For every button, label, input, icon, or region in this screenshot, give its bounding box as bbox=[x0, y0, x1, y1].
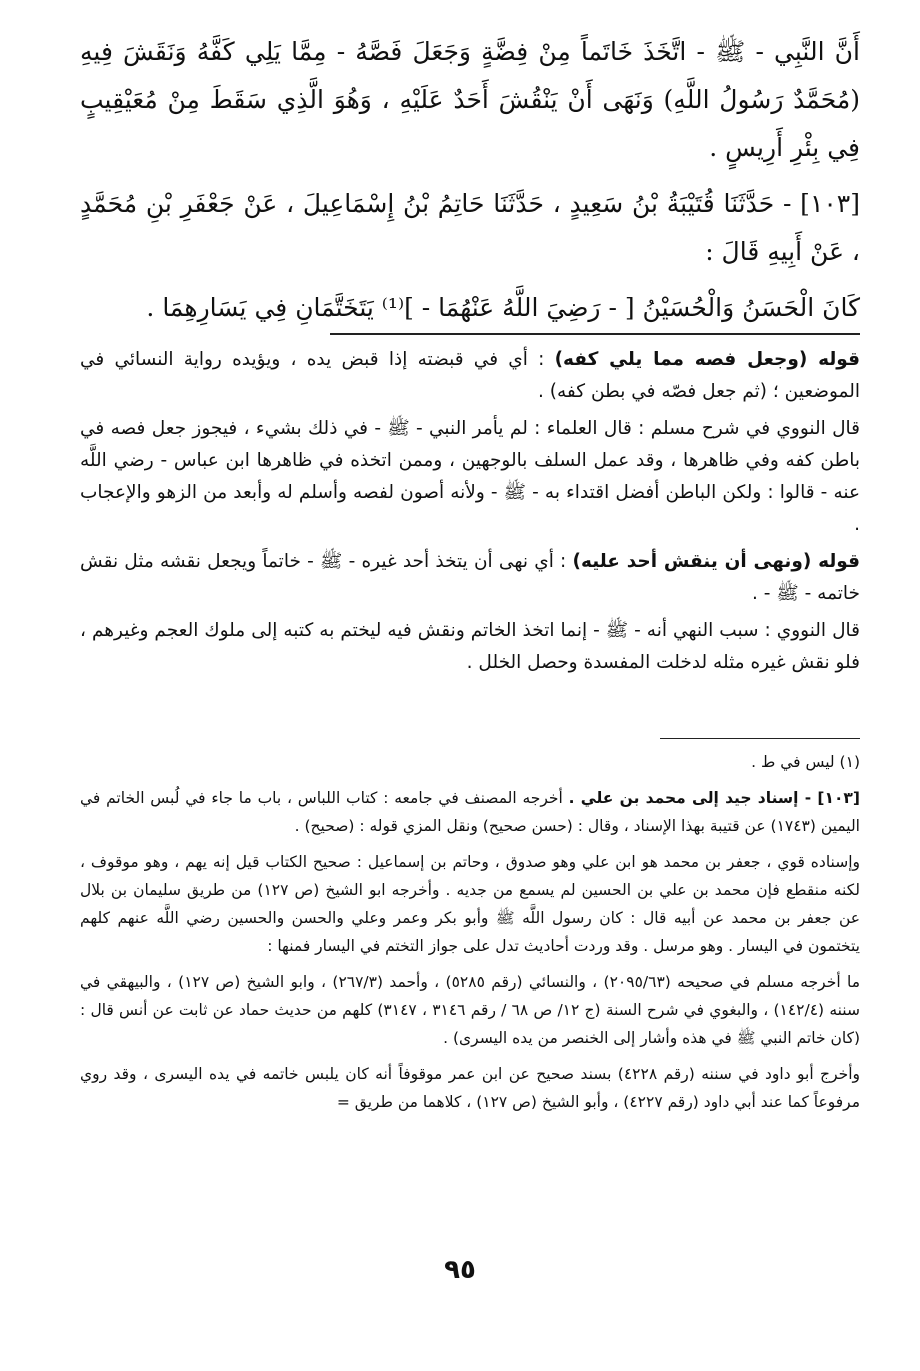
commentary-quote: قوله (وجعل فصه مما يلي كفه) bbox=[554, 349, 860, 370]
page-number: ٩٥ bbox=[444, 1255, 476, 1285]
footnote-divider bbox=[660, 738, 860, 739]
commentary-divider bbox=[330, 333, 860, 335]
hadith-paragraph: كَانَ الْحَسَنُ وَالْحُسَيْنُ [ - رَضِيَ اللَّهُ عَنْهُمَا - ]⁽¹⁾ يَتَخَتَّمَانِ فِي يَسَارِهِمَا . bbox=[146, 293, 860, 322]
commentary-text: : أي نهى أن يتخذ أحد غيره - ﷺ - خاتماً ويجعل نقشه مثل نقش خاتمه - ﷺ - . bbox=[80, 551, 860, 604]
hadith-text bbox=[80, 28, 860, 332]
footnote bbox=[80, 784, 860, 840]
commentary-quote: قوله (ونهى أن ينقش أحد عليه) bbox=[572, 551, 860, 572]
hadith-paragraph: أَنَّ النَّبِي - ﷺ - اتَّخَذَ خَاتَماً مِنْ فِضَّةٍ وَجَعَلَ فَصَّهُ - مِمَّا يَلِي كَفَّهُ وَنَقَشَ فِيهِ (مُحَمَّدٌ رَسُولُ اللَّهِ) وَنَهَى أَنْ يَنْقُشَ أَحَدٌ عَلَيْهِ ، وَهُوَ الَّذِي سَقَطَ مِنْ مُعَيْقِيبٍ فِي بِئْرِ أَرِيسٍ . bbox=[80, 37, 860, 162]
hadith-isnad: [١٠٣] - حَدَّثَنَا قُتَيْبَةُ بْنُ سَعِيدٍ ، حَدَّثَنَا حَاتِمُ بْنُ إِسْمَاعِيلَ ، عَنْ جَعْفَرِ بْنِ مُحَمَّدٍ ، عَنْ أَبِيهِ قَالَ : bbox=[80, 189, 860, 266]
commentary-paragraph: قال النووي : سبب النهي أنه - ﷺ - إنما اتخذ الخاتم ونقش فيه ليختم به كتبه إلى ملوك العجم وغيرهم ، فلو نقش غيره مثله لدخلت المفسدة وحصل الخلل . bbox=[80, 620, 860, 673]
footnote: ما أخرجه مسلم في صحيحه (٢٠٩٥/٦٣) ، والنسائي (رقم ٥٢٨٥) ، وأحمد (٢٦٧/٣) ، وابو الشيخ (ص ١٢٧) ، والبيهقي في سننه (١٤٢/٤) ، والبغوي في شرح السنة (ج ١٢/ ص ٦٨ / رقم ٣١٤٦ ، ٣١٤٧) كلهم من حديث حماد عن ثابت عن أنس قال : (كان خاتم النبي ﷺ في هذه وأشار إلى الخنصر من يده اليسرى) . bbox=[80, 973, 860, 1047]
commentary-text: : أي في قبضته إذا قبض يده ، ويؤيده رواية النسائي في الموضعين ؛ (ثم جعل فصّه في بطن كفه) . bbox=[80, 349, 860, 402]
commentary-paragraph: قال النووي في شرح مسلم : قال العلماء : لم يأمر النبي - ﷺ - في ذلك بشيء ، فيجوز جعل فصه في باطن كفه وفي ظاهرها ، وقد عمل السلف بالوجهين ، وممن اتخذه في ظاهرها ابن عباس - رضي اللَّه عنه - قالوا : ولكن الباطن أفضل اقتداء به - ﷺ - ولأنه أصون لفصه وأسلم له وأبعد من الزهو والإعجاب . bbox=[80, 418, 860, 535]
commentary bbox=[80, 344, 860, 679]
footnote: وأخرج أبو داود في سننه (رقم ٤٢٢٨) بسند صحيح عن ابن عمر موقوفاً أنه كان يلبس خاتمه في يده اليسرى ، وقد روي مرفوعاً كما عند أبي داود (رقم ٤٢٢٧) ، وأبو الشيخ (ص ١٢٧) ، كلاهما من طريق = bbox=[80, 1065, 860, 1111]
footnote: (١) ليس في ط . bbox=[751, 753, 860, 771]
commentary-paragraph bbox=[80, 546, 860, 610]
footnote-heading: [١٠٣] - إسناد جيد إلى محمد بن علي . bbox=[568, 789, 860, 807]
commentary-paragraph bbox=[80, 344, 860, 408]
footnotes bbox=[80, 748, 860, 1116]
footnote-text: أخرجه المصنف في جامعه : كتاب اللباس ، باب ما جاء في لُبس الخاتم في اليمين (١٧٤٣) عن قتيبة بهذا الإسناد ، وقال : (حسن صحيح) ونقل المزي قوله : (صحيح) . bbox=[80, 789, 860, 835]
footnote: وإسناده قوي ، جعفر بن محمد هو ابن علي وهو صدوق ، وحاتم بن إسماعيل : صحيح الكتاب قيل إنه يهم ، وهو موقوف ، لكنه منقطع فإن محمد بن علي بن الحسين لم يسمع من جديه . وأخرجه ابو الشيخ (ص ١٢٧) من طريق سليمان بن بلال عن جعفر بن محمد عن أبيه قال : كان رسول اللَّه ﷺ وأبو بكر وعمر وعلي والحسن والحسين رضي اللَّه عنهم كلهم يتختمون في اليسار . وهو مرسل . وقد وردت أحاديث تدل على جواز التختم في اليسار فمنها : bbox=[80, 853, 860, 955]
